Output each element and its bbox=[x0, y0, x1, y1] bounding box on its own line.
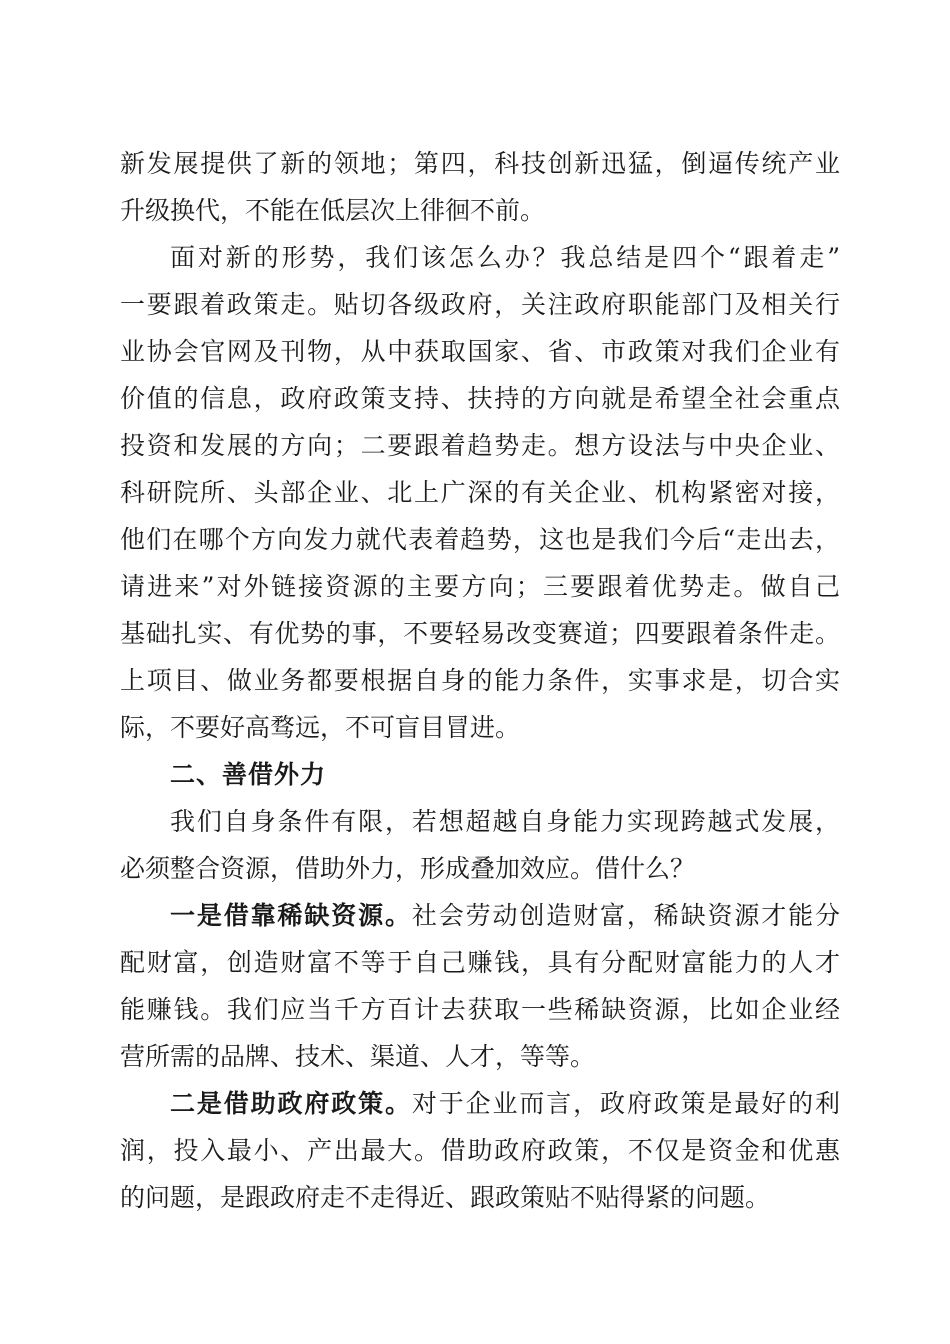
paragraph-line: 营所需的品牌、技术、渠道、人才，等等。 bbox=[120, 1042, 596, 1071]
paragraph-line: 业协会官网及刊物，从中获取国家、省、市政策对我们企业有 bbox=[120, 337, 840, 366]
paragraph-line: 配财富，创造财富不等于自己赚钱，具有分配财富能力的人才 bbox=[120, 948, 840, 977]
paragraph-line: 科研院所、头部企业、北上广深的有关企业、机构紧密对接， bbox=[120, 478, 840, 507]
paragraph-line: 基础扎实、有优势的事，不要轻易改变赛道；四要跟着条件走。 bbox=[120, 619, 840, 648]
paragraph-line: 一要跟着政策走。贴切各级政府，关注政府职能部门及相关行 bbox=[120, 290, 840, 319]
paragraph-line: 的问题，是跟政府走不走得近、跟政策贴不贴得紧的问题。 bbox=[120, 1183, 771, 1212]
paragraph-line: 际，不要好高骛远，不可盲目冒进。 bbox=[120, 713, 521, 742]
paragraph-lead: 一是借靠稀缺资源。 bbox=[170, 901, 412, 930]
paragraph-line: 请进来”对外链接资源的主要方向；三要跟着优势走。做自己 bbox=[120, 572, 840, 601]
paragraph-line bbox=[120, 892, 840, 939]
paragraph-text: 社会劳动创造财富，稀缺资源才能分 bbox=[411, 901, 840, 930]
paragraph-line: 新发展提供了新的领地；第四，科技创新迅猛，倒逼传统产业 bbox=[120, 149, 840, 178]
paragraph-line: 升级换代，不能在低层次上徘徊不前。 bbox=[120, 196, 546, 225]
paragraph-line: 必须整合资源，借助外力，形成叠加效应。借什么？ bbox=[120, 854, 696, 883]
paragraph-line bbox=[120, 1080, 840, 1127]
paragraph-line: 我们自身条件有限，若想超越自身能力实现跨越式发展， bbox=[170, 807, 840, 836]
document-body bbox=[120, 140, 840, 1221]
paragraph-line: 价值的信息，政府政策支持、扶持的方向就是希望全社会重点 bbox=[120, 384, 840, 413]
paragraph-line: 面对新的形势，我们该怎么办？我总结是四个“跟着走” bbox=[170, 243, 840, 272]
paragraph-line: 他们在哪个方向发力就代表着趋势，这也是我们今后“走出去， bbox=[120, 525, 840, 554]
paragraph-line: 投资和发展的方向；二要跟着趋势走。想方设法与中央企业、 bbox=[120, 431, 840, 460]
paragraph-lead: 二是借助政府政策。 bbox=[170, 1089, 412, 1118]
paragraph-line: 上项目、做业务都要根据自身的能力条件，实事求是，切合实 bbox=[120, 666, 840, 695]
paragraph-line: 能赚钱。我们应当千方百计去获取一些稀缺资源，比如企业经 bbox=[120, 995, 840, 1024]
paragraph-line: 润，投入最小、产出最大。借助政府政策，不仅是资金和优惠 bbox=[120, 1136, 840, 1165]
section-heading: 二、善借外力 bbox=[170, 760, 327, 789]
paragraph-text: 对于企业而言，政府政策是最好的利 bbox=[411, 1089, 840, 1118]
